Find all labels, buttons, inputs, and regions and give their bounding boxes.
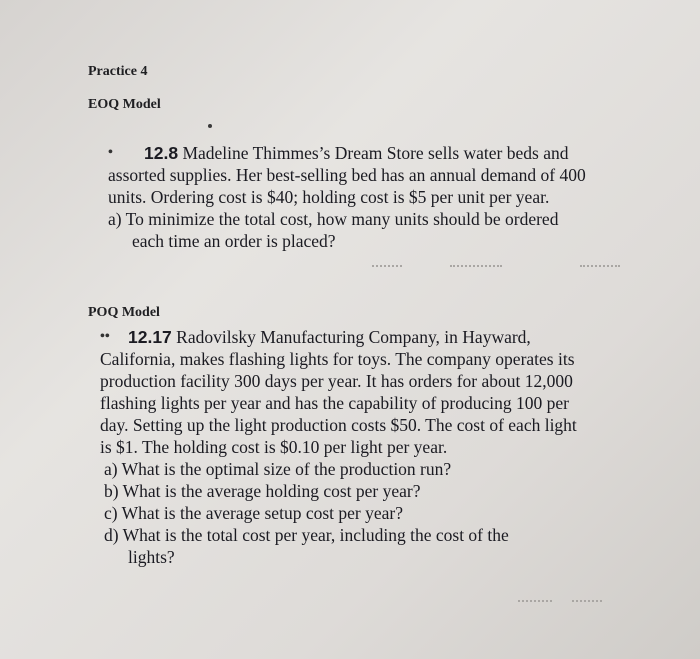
- eoq-line-1: Madeline Thimmes’s Dream Store sells water beds and: [182, 143, 569, 163]
- poq-line-3: production facility 300 days per year. It has orders for about 12,000: [100, 371, 573, 391]
- poq-problem: [100, 326, 625, 568]
- faint-mark: [450, 265, 502, 267]
- poq-line-5: day. Setting up the light production costs $50. The cost of each light: [100, 415, 577, 435]
- faint-mark: [518, 600, 552, 602]
- poq-part-b: b) What is the average holding cost per year?: [104, 481, 421, 501]
- practice-title: Practice 4: [88, 64, 148, 79]
- eoq-line-3: units. Ordering cost is $40; holding cost is $5 per unit per year.: [108, 187, 550, 207]
- faint-mark: [372, 265, 402, 267]
- eoq-bullet: •: [108, 145, 113, 160]
- poq-part-d: d) What is the total cost per year, including the cost of the: [104, 525, 509, 545]
- poq-line-6: is $1. The holding cost is $0.10 per light per year.: [100, 437, 448, 457]
- poq-bullet: ••: [100, 329, 110, 344]
- poq-heading: POQ Model: [88, 305, 160, 320]
- eoq-line-5: each time an order is placed?: [132, 231, 336, 251]
- stray-dot: [208, 124, 212, 128]
- eoq-line-2: assorted supplies. Her best-selling bed has an annual demand of 400: [108, 165, 586, 185]
- poq-part-c: c) What is the average setup cost per year?: [104, 503, 403, 523]
- eoq-problem: [108, 142, 628, 252]
- eoq-problem-number: 12.8: [144, 143, 179, 163]
- eoq-line-4: a) To minimize the total cost, how many units should be ordered: [108, 209, 559, 229]
- poq-line-1: Radovilsky Manufacturing Company, in Hayward,: [176, 327, 531, 347]
- poq-line-2: California, makes flashing lights for toys. The company operates its: [100, 349, 575, 369]
- faint-mark: [580, 265, 620, 267]
- poq-line-4: flashing lights per year and has the capability of producing 100 per: [100, 393, 569, 413]
- poq-problem-number: 12.17: [128, 327, 172, 347]
- faint-mark: [572, 600, 602, 602]
- eoq-heading: EOQ Model: [88, 97, 161, 112]
- poq-part-a: a) What is the optimal size of the production run?: [104, 459, 452, 479]
- poq-part-d-cont: lights?: [128, 547, 175, 567]
